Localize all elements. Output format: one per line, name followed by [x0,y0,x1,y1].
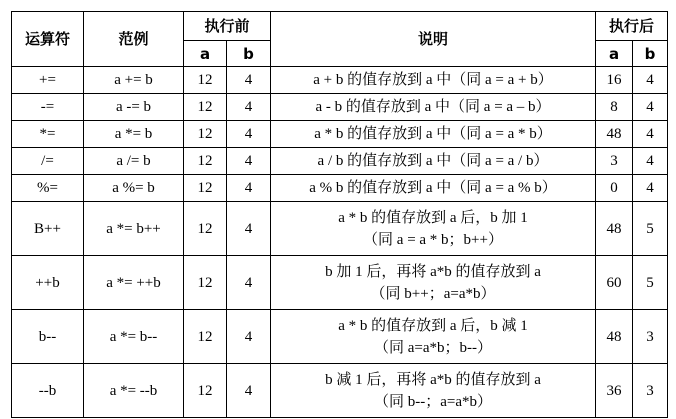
header-description: 说明 [271,12,596,67]
a-after-cell: 48 [596,310,633,364]
table-row [12,310,668,364]
table-row [12,175,668,202]
header-before: 执行前 [184,12,271,41]
b-after-cell: 4 [633,175,668,202]
example-cell: a *= b++ [84,202,184,256]
a-after-cell: 3 [596,148,633,175]
example-cell: a *= --b [84,364,184,418]
table-row [12,148,668,175]
a-before-cell: 12 [184,148,227,175]
a-before-cell: 12 [184,310,227,364]
b-after-cell: 3 [633,310,668,364]
description-line: （同 a=a*b；b--） [374,339,493,356]
b-before-cell: 4 [227,310,271,364]
table-row [12,256,668,310]
b-before-cell: 4 [227,121,271,148]
operator-cell: /= [12,148,84,175]
description-line: a * b 的值存放到 a 后，b 加 1 [338,209,528,226]
description-line: a + b 的值存放到 a 中（同 a = a + b） [313,72,553,88]
operator-cell: *= [12,121,84,148]
operator-table [11,11,668,418]
b-after-cell: 5 [633,202,668,256]
description-cell [271,94,596,121]
operator-cell: -= [12,94,84,121]
a-before-cell: 12 [184,94,227,121]
description-cell [271,148,596,175]
b-before-cell: 4 [227,202,271,256]
description-line: a * b 的值存放到 a 后，b 减 1 [338,317,528,334]
b-after-cell: 4 [633,121,668,148]
description-cell [271,202,596,256]
a-after-cell: 0 [596,175,633,202]
header-after-a: a [596,41,633,67]
example-cell: a *= b-- [84,310,184,364]
example-cell: a += b [84,67,184,94]
operator-cell: %= [12,175,84,202]
description-line: b 减 1 后，再将 a*b 的值存放到 a [325,371,541,388]
example-cell: a %= b [84,175,184,202]
a-before-cell: 12 [184,256,227,310]
example-cell: a /= b [84,148,184,175]
b-after-cell: 4 [633,67,668,94]
description-line: a - b 的值存放到 a 中（同 a = a – b） [315,99,551,115]
table-row [12,121,668,148]
description-line: b 加 1 后，再将 a*b 的值存放到 a [325,263,541,280]
table-row [12,94,668,121]
header-after: 执行后 [596,12,668,41]
a-after-cell: 60 [596,256,633,310]
a-before-cell: 12 [184,202,227,256]
header-before-b: b [227,41,271,67]
example-cell: a *= ++b [84,256,184,310]
b-before-cell: 4 [227,67,271,94]
b-before-cell: 4 [227,148,271,175]
b-before-cell: 4 [227,364,271,418]
description-line: a * b 的值存放到 a 中（同 a = a * b） [314,126,552,142]
operator-cell: b-- [12,310,84,364]
operator-cell: ++b [12,256,84,310]
example-cell: a *= b [84,121,184,148]
description-cell [271,175,596,202]
a-before-cell: 12 [184,67,227,94]
header-operator: 运算符 [12,12,84,67]
table-row [12,67,668,94]
b-after-cell: 4 [633,94,668,121]
b-before-cell: 4 [227,94,271,121]
a-after-cell: 8 [596,94,633,121]
operator-cell: --b [12,364,84,418]
example-cell: a -= b [84,94,184,121]
b-before-cell: 4 [227,175,271,202]
a-before-cell: 12 [184,364,227,418]
header-after-b: b [633,41,668,67]
description-line: （同 b--；a=a*b） [374,393,493,410]
a-after-cell: 48 [596,202,633,256]
description-cell [271,256,596,310]
description-cell [271,364,596,418]
a-before-cell: 12 [184,121,227,148]
operator-cell: += [12,67,84,94]
b-after-cell: 3 [633,364,668,418]
b-after-cell: 4 [633,148,668,175]
description-cell [271,121,596,148]
description-line: （同 a = a * b；b++） [363,231,503,248]
description-line: a / b 的值存放到 a 中（同 a = a / b） [317,153,549,169]
b-before-cell: 4 [227,256,271,310]
description-cell [271,310,596,364]
header-before-a: a [184,41,227,67]
description-line: （同 b++；a=a*b） [370,285,496,302]
header-example: 范例 [84,12,184,67]
a-after-cell: 36 [596,364,633,418]
table-row [12,202,668,256]
table-row [12,364,668,418]
description-cell [271,67,596,94]
a-after-cell: 48 [596,121,633,148]
a-after-cell: 16 [596,67,633,94]
b-after-cell: 5 [633,256,668,310]
a-before-cell: 12 [184,175,227,202]
description-line: a % b 的值存放到 a 中（同 a = a % b） [309,180,557,196]
operator-cell: B++ [12,202,84,256]
